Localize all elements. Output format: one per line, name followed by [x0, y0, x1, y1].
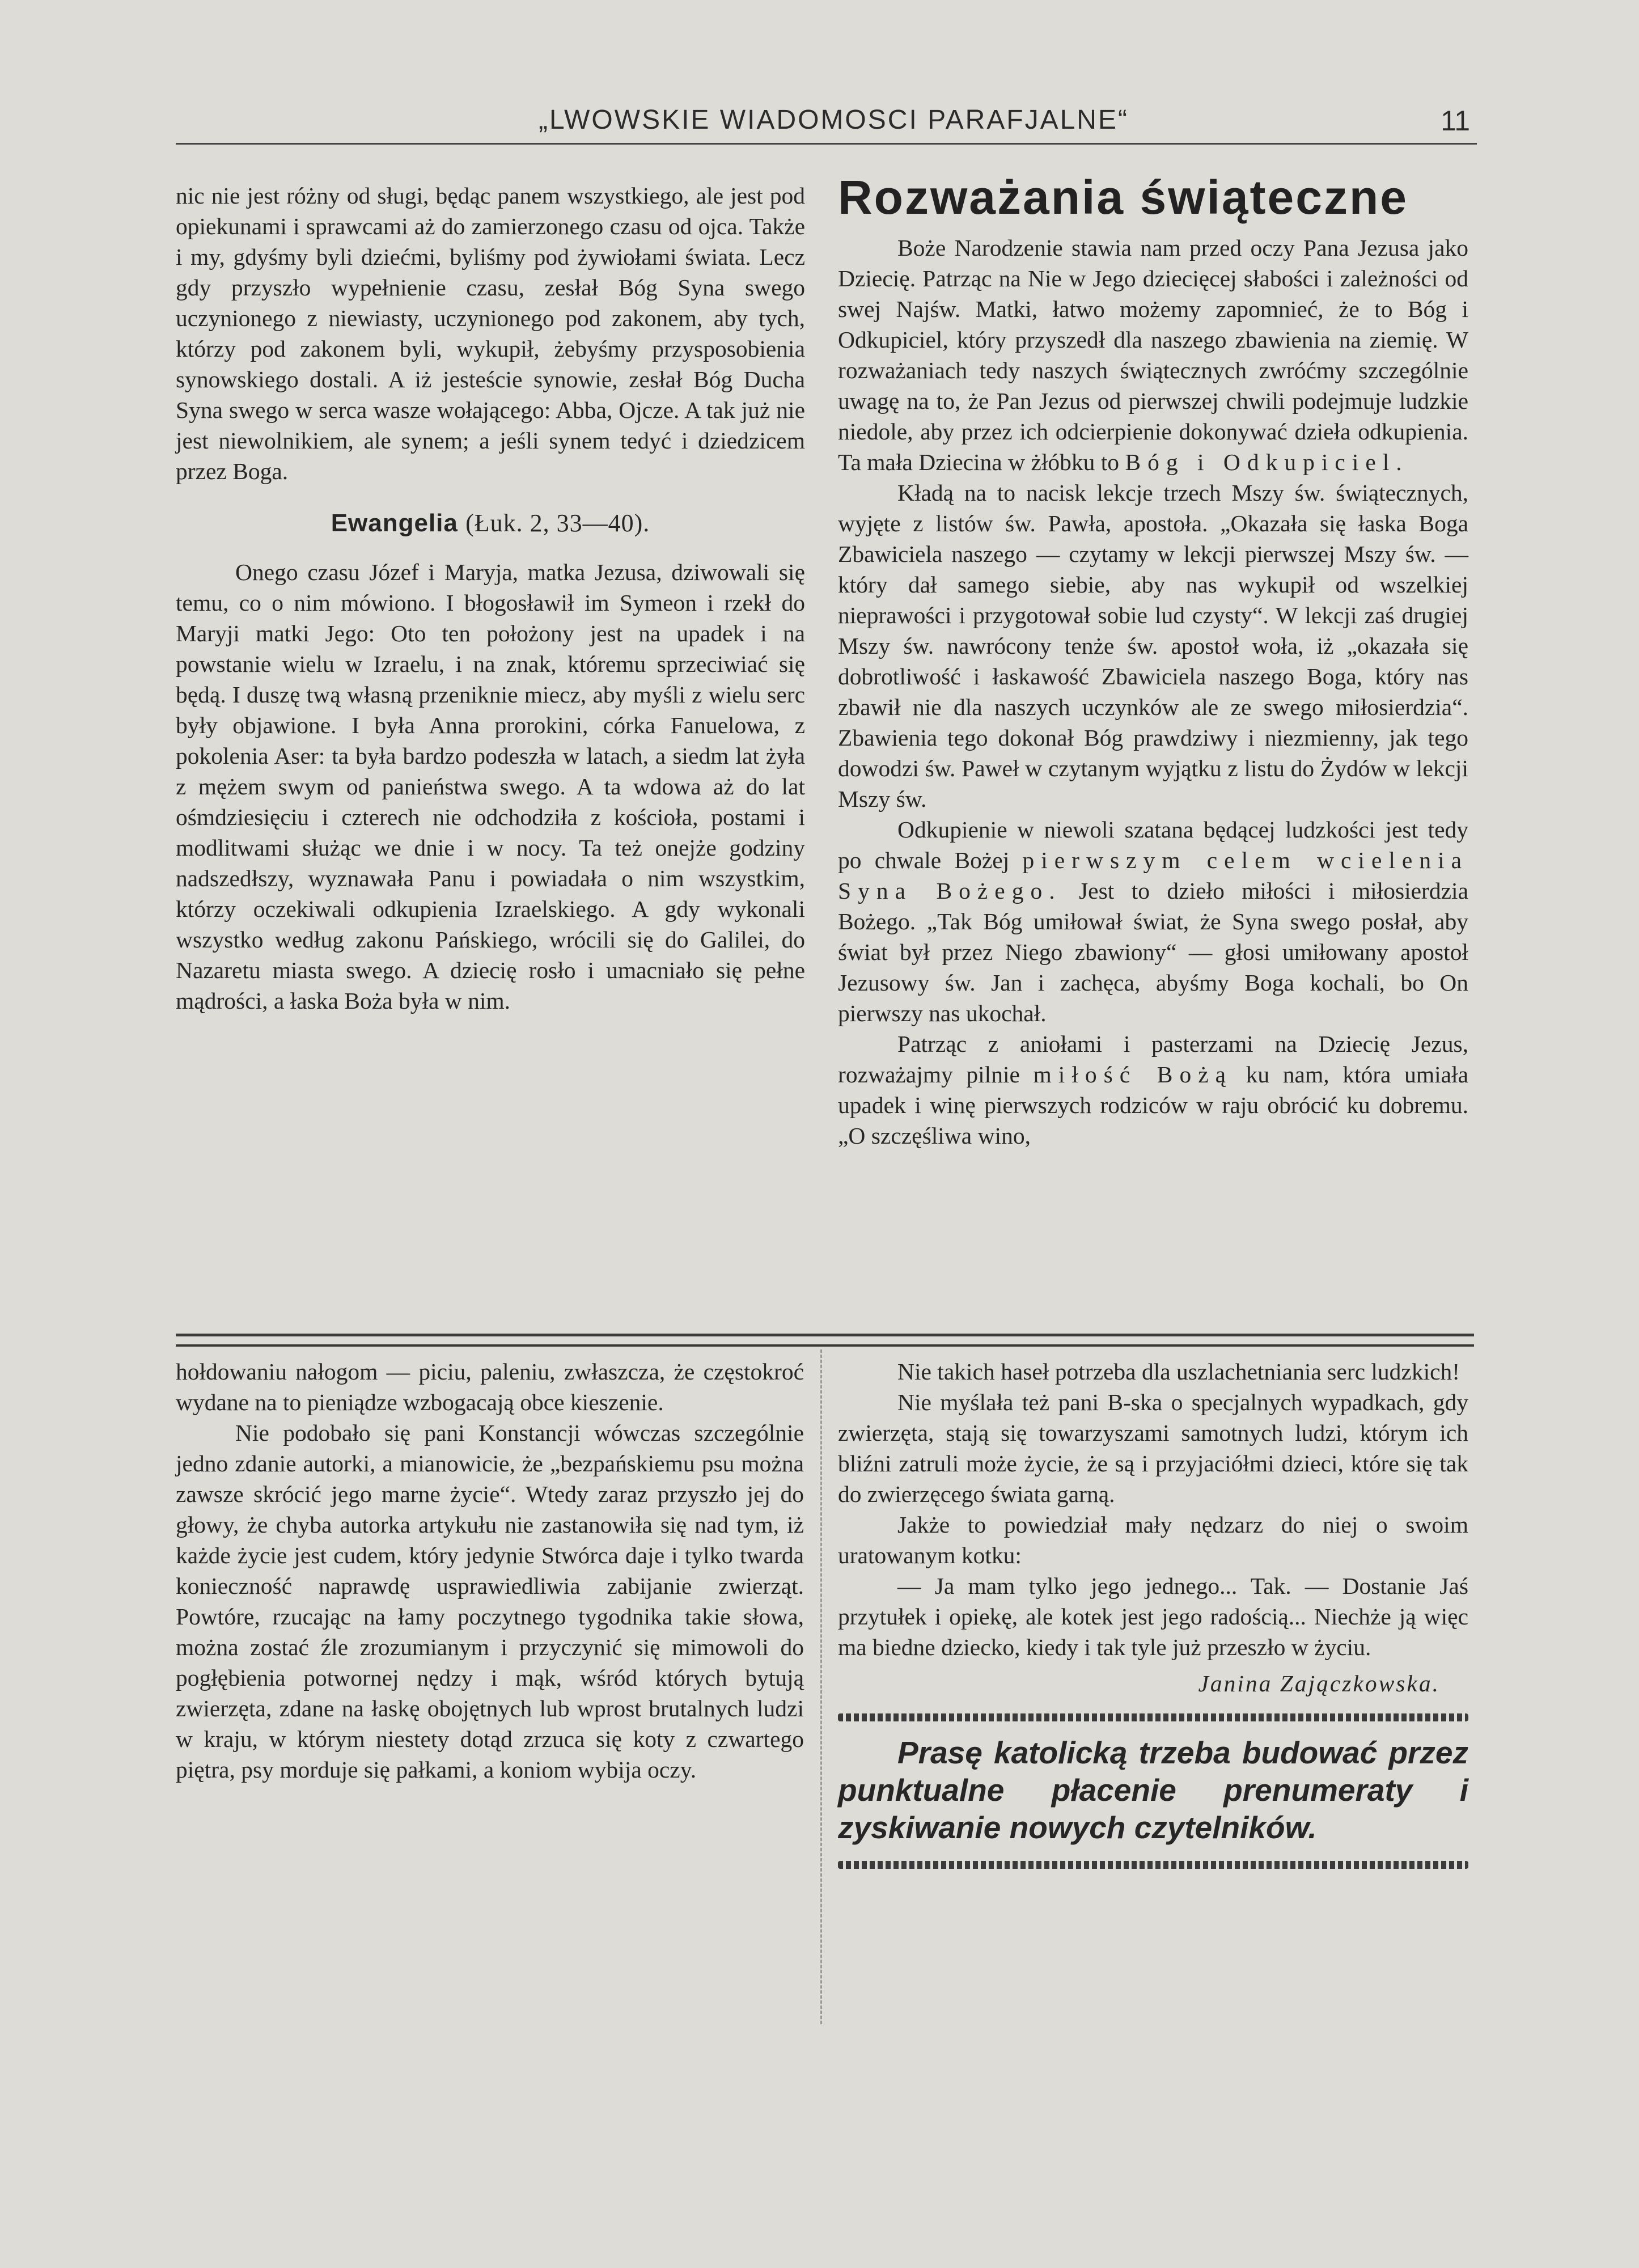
animal-article-paragraph-4: Nie myślała też pani B-ska o specjalnych wypadkach, gdy zwierzęta, stają się towarzyszami samotnych ludzi, którym ich bliźni zatruli może życie, że są i przyjaciółmi dzieci, które się tak do zwierzęcego świata garną.	[838, 1389, 1468, 1507]
reflection-paragraph-4-emphasis: miłość Bożą	[1033, 1061, 1233, 1088]
reflection-paragraph-3-rest: Jest to dzieło miłości i miłosierdzia Bożego. „Tak Bóg umiłował świat, że Syna swego posłał, aby świat był przez Niego zbawiony“ — głosi umiłowany apostoł Jezusowy św. Jan i zachęca, abyśmy Boga kochali, bo On pierwszy nas ukochał.	[838, 878, 1468, 1026]
epistle-continuation: nic nie jest różny od sługi, będąc panem wszystkiego, ale jest pod opiekunami i sprawcami aż do zamierzonego czasu od ojca. Także i my, gdyśmy byli dziećmi, byliśmy pod żywiołami świata. Lecz gdy przyszło wypełnienie czasu, zesłał Bóg Syna swego uczynionego z niewiasty, uczynionego pod zakonem, aby tych, którzy pod zakonem byli, wykupił, żebyśmy przysposobienia synowskiego dostali. A iż jesteście synowie, zesłał Bóg Ducha Syna swego w serca wasze wołającego: Abba, Ojcze. A tak już nie jest niewolnikiem, ale synem; a jeśli synem tedyć i dziedzicem przez Boga.	[176, 183, 805, 484]
reflections-article	[838, 170, 1468, 1327]
animal-article-left-column	[176, 1356, 804, 1785]
epistle-gospel-column	[176, 180, 805, 1314]
author-signature: Janina Zajączkowska.	[1198, 1670, 1440, 1696]
gospel-heading	[176, 508, 805, 539]
animal-article-paragraph-3: Nie takich haseł potrzeba dla uszlachetniania serc ludzkich!	[897, 1359, 1460, 1385]
reflection-paragraph-3-emphasis: pierwszym celem wcielenia Syna Bożego.	[838, 847, 1469, 904]
reflection-paragraph-3	[838, 814, 1468, 1029]
reflection-paragraph-1	[838, 232, 1468, 477]
reflection-paragraph-4-text: Patrząc z aniołami i pasterzami na Dziecię Jezus, rozważajmy pilnie	[838, 1031, 1468, 1088]
reflection-paragraph-1-text: Boże Narodzenie stawia nam przed oczy Pana Jezusa jako Dziecię. Patrząc na Nie w Jego dziecięcej słabości i zależności od swej Najśw. Matki, łatwo możemy zapomnieć, że to Bóg i Odkupiciel, który przyszedł dla naszego zbawienia na ziemię. W rozważaniach tedy naszych świątecznych zwróćmy szczególnie uwagę na to, że Pan Jezus od pierwszej chwili podejmuje ludzkie niedole, aby przez ich odcierpienie dokonywać dzieła odkupienia. Ta mała Dziecina w żłóbku to	[838, 235, 1468, 475]
subscription-appeal: Prasę katolicką trzeba budować przez punktualne płacenie prenumeraty i zyskiwanie nowych czytelników.	[838, 1735, 1468, 1845]
animal-article-paragraph-6: — Ja mam tylko jego jednego... Tak. — Dostanie Jaś przytułek i opiekę, ale kotek jest jego radością... Niechże ją więc ma biedne dziecko, kiedy i tak tyle już przeszło w życiu.	[838, 1573, 1468, 1660]
reflection-paragraph-3-text: Odkupienie w niewoli szatana będącej ludzkości jest tedy po chwale Bożej	[838, 816, 1468, 873]
reflection-paragraph-2: Kładą na to nacisk lekcje trzech Mszy św. świątecznych, wyjęte z listów św. Pawła, apostoła. „Okazała się łaska Boga Zbawiciela naszego — czytamy w lekcji pierwszej Mszy św. — który dał samego siebie, aby nas wykupił od wszelkiej nieprawości i przygotował sobie lud czysty“. W lekcji zaś drugiej Mszy św. nawrócony tenże św. apostoł woła, iż „okazała się dobrotliwość i łaskawość Zbawiciela naszego Boga, który nas zbawił nie dla naszych uczynków ale ze swego miłosierdzia“. Zbawienia tego dokonał Bóg prawdziwy i niezmienny, jak tego dowodzi św. Paweł w czytanym wyjątku z listu do Żydów w lekcji Mszy św.	[838, 480, 1468, 812]
page-number: 11	[1441, 105, 1470, 137]
animal-article-paragraph-5: Jakże to powiedział mały nędzarz do niej o swoim uratowanym kotku:	[838, 1512, 1468, 1568]
article-title: Rozważania świąteczne	[838, 171, 1408, 224]
reflection-paragraph-4	[838, 1029, 1468, 1151]
reflection-paragraph-1-emphasis: Bóg i Odkupiciel.	[1125, 449, 1409, 475]
gospel-reference: (Łuk. 2, 33—40).	[465, 509, 650, 537]
ornament-rule-top	[838, 1713, 1468, 1721]
column-divider	[820, 1349, 822, 2024]
reflection-paragraph-4-rest: ku nam, która umiała upadek i winę pierwszych rodziców w raju obrócić ku dobremu. „O szczęśliwa wino,	[838, 1061, 1469, 1149]
animal-article-paragraph-1: hołdowaniu nałogom — piciu, paleniu, zwłaszcza, że częstokroć wydane na to pieniądze wzbogacają obce kieszenie.	[176, 1359, 804, 1415]
section-divider	[176, 1334, 1474, 1347]
gospel-label: Ewangelia	[331, 509, 458, 537]
publication-title: „LWOWSKIE WIADOMOSCI PARAFJALNE“	[539, 105, 1129, 135]
gospel-text: Onego czasu Józef i Maryja, matka Jezusa, dziwowali się temu, co o nim mówiono. I błogosławił im Symeon i rzekł do Maryji matki Jego: Oto ten położony jest na upadek i na powstanie wielu w Izraelu, i na znak, któremu sprzeciwiać się będą. I duszę twą własną przeniknie miecz, aby myśli z wielu serc były objawione. I była Anna prorokini, córka Fanuelowa, z pokolenia Aser: ta była bardzo podeszła w latach, a siedm lat żyła z mężem swym od panieństwa swego. A ta wdowa aż do lat ośmdziesięciu i czterech nie odchodziła z kościoła, postami i modlitwami służąc we dnie i w nocy. Ta też onejże godziny nadszedłszy, wyznawała Panu i powiadała o nim wszystkim, którzy oczekiwali odkupienia Izraelskiego. A gdy wykonali wszystko według zakonu Pańskiego, wrócili się do Galilei, do Nazaretu miasta swego. A dziecię rosło i umacniało się pełne mądrości, a łaska Boża była w nim.	[176, 559, 805, 1014]
animal-article-paragraph-2: Nie podobało się pani Konstancji wówczas szczególnie jedno zdanie autorki, a mianowicie, że „bezpańskiemu psu można zawsze skrócić jego marne życie“. Wtedy zaraz przyszło jej do głowy, że chyba autorka artykułu nie zastanowiła się nad tym, iż każde życie jest cudem, który jedynie Stwórca daje i tylko twarda konieczność naprawdę usprawiedliwia zabijanie zwierząt. Powtóre, rzucając na łamy poczytnego tygodnika takie słowa, można zostać źle zrozumianym i przyczynić się mimowoli do pogłębienia potwornej nędzy i mąk, wśród których bytują zwierzęta, zdane na łaskę obojętnych lub wprost brutalnych ludzi w kraju, w którym niestety dotąd zrzuca się koty z czwartego piętra, psy morduje się pałkami, a koniom wybija oczy.	[176, 1420, 804, 1783]
ornament-rule-bottom	[838, 1861, 1468, 1869]
page-header	[176, 98, 1477, 145]
animal-article-right-column	[838, 1356, 1468, 1881]
